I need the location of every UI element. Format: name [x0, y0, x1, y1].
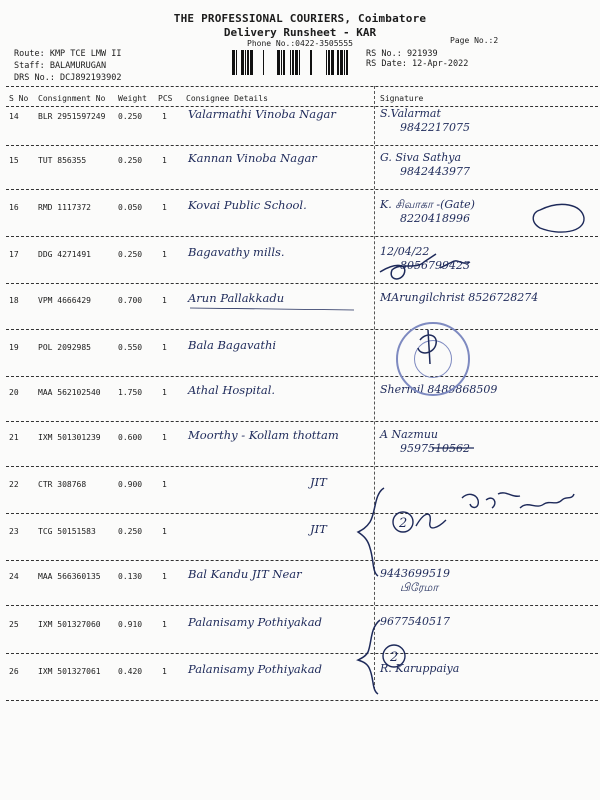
page-number: Page No.:2 — [450, 36, 499, 45]
barcode-bar — [295, 50, 298, 75]
row-consignee-details: Bal Kandu JIT Near — [188, 567, 302, 581]
col-pcs: PCS — [158, 94, 173, 103]
row-sno: 22 — [9, 480, 19, 489]
table-row — [0, 475, 600, 520]
barcode-bar — [299, 50, 300, 75]
row-sno: 19 — [9, 343, 19, 352]
row-consignment: IXM 501301239 — [38, 433, 101, 442]
barcode-bar — [331, 50, 334, 75]
col-signature: Signature — [380, 94, 424, 103]
row-consignee-details: Valarmathi Vinoba Nagar — [188, 107, 336, 121]
drs-number: DRS No.: DCJ892193902 — [14, 73, 122, 83]
signature-line: 9842443977 — [400, 165, 470, 178]
barcode-bar — [346, 50, 348, 75]
row-weight: 0.130 — [118, 572, 143, 581]
barcode-bar — [290, 50, 291, 75]
table-row — [0, 338, 600, 383]
row-pcs: 1 — [162, 433, 167, 442]
signature-line: Shermil 8489868509 — [380, 383, 498, 396]
row-consignee-details: Kovai Public School. — [188, 198, 307, 212]
row-divider — [6, 376, 598, 377]
row-divider — [6, 700, 598, 701]
col-details: Consignee Details — [186, 94, 268, 103]
row-consignment: POL 2092985 — [38, 343, 91, 352]
table-row — [0, 567, 600, 612]
row-pcs: 1 — [162, 388, 167, 397]
sheet-title: Delivery Runsheet - KAR — [223, 26, 377, 39]
row-divider — [6, 653, 598, 654]
table-row — [0, 151, 600, 196]
barcode-bar — [328, 50, 330, 75]
row-sno: 24 — [9, 572, 19, 581]
barcode-bar — [236, 50, 237, 75]
barcode-bar — [241, 50, 244, 75]
signature-line: 9597510562 — [400, 442, 470, 455]
rs-date: RS Date: 12-Apr-2022 — [366, 59, 469, 69]
row-pcs: 1 — [162, 296, 167, 305]
barcode-bar — [250, 50, 253, 75]
row-consignee-details: JIT — [310, 522, 327, 536]
barcode-bar — [344, 50, 345, 75]
signature-line: 9677540517 — [380, 615, 450, 628]
barcode-bar — [340, 50, 343, 75]
barcode-bar — [310, 50, 312, 75]
row-consignee-details: Bala Bagavathi — [188, 338, 277, 352]
table-row — [0, 291, 600, 336]
barcode-bar — [281, 50, 282, 75]
row-weight: 0.420 — [118, 667, 143, 676]
table-row — [0, 615, 600, 660]
barcode-bar — [263, 50, 264, 75]
row-divider — [6, 236, 598, 237]
signature-line: பிரேமா — [400, 581, 439, 594]
row-weight: 0.250 — [118, 112, 143, 121]
row-sno: 18 — [9, 296, 19, 305]
row-consignee-details: Arun Pallakkadu — [188, 291, 285, 305]
row-consignee-details: Palanisamy Pothiyakad — [188, 615, 322, 629]
barcode-bar — [232, 50, 235, 75]
row-weight: 0.700 — [118, 296, 143, 305]
row-divider — [6, 605, 598, 606]
row-signature — [380, 151, 595, 179]
row-weight: 0.900 — [118, 480, 143, 489]
route: Route: KMP TCE LMW II — [14, 49, 122, 59]
row-consignment: MAA 566360135 — [38, 572, 101, 581]
row-pcs: 1 — [162, 527, 167, 536]
row-divider — [6, 421, 598, 422]
signature-line: 8056799423 — [400, 259, 470, 272]
column-header-row — [0, 94, 600, 106]
row-pcs: 1 — [162, 343, 167, 352]
signature-line: 8220418996 — [400, 212, 470, 225]
row-pcs: 1 — [162, 112, 167, 121]
row-signature — [380, 291, 595, 305]
barcode-bar — [326, 50, 327, 75]
barcode-bar — [245, 50, 246, 75]
row-consignment: RMD 1117372 — [38, 203, 91, 212]
row-sno: 17 — [9, 250, 19, 259]
signature-line: 9443699519 — [380, 567, 450, 580]
row-consignment: IXM 501327060 — [38, 620, 101, 629]
row-signature — [380, 107, 595, 135]
header-divider-top — [6, 86, 598, 87]
col-consignment: Consignment No — [38, 94, 106, 103]
row-pcs: 1 — [162, 203, 167, 212]
row-weight: 0.250 — [118, 156, 143, 165]
row-consignee-details: JIT — [310, 475, 327, 489]
table-row — [0, 245, 600, 290]
row-sno: 21 — [9, 433, 19, 442]
barcode — [232, 50, 356, 75]
row-pcs: 1 — [162, 572, 167, 581]
row-divider — [6, 145, 598, 146]
row-consignment: TUT 856355 — [38, 156, 87, 165]
table-row — [0, 198, 600, 243]
row-consignee-details: Kannan Vinoba Nagar — [188, 151, 317, 165]
row-divider — [6, 329, 598, 330]
row-sno: 26 — [9, 667, 19, 676]
row-consignment: CTR 308768 — [38, 480, 87, 489]
signature-line: K. சிவாகா -(Gate) — [380, 198, 475, 211]
signature-line: R. Karuppaiya — [380, 662, 460, 675]
row-consignment: DDG 4271491 — [38, 250, 91, 259]
row-signature — [380, 428, 595, 456]
row-divider — [6, 189, 598, 190]
row-weight: 0.910 — [118, 620, 143, 629]
company-name: THE PROFESSIONAL COURIERS, Coimbatore — [173, 12, 427, 25]
row-sno: 16 — [9, 203, 19, 212]
row-divider — [6, 466, 598, 467]
company-stamp — [396, 322, 470, 396]
col-weight: Weight — [118, 94, 147, 103]
row-signature — [380, 198, 595, 226]
row-weight: 0.550 — [118, 343, 143, 352]
staff: Staff: BALAMURUGAN — [14, 61, 107, 71]
row-divider — [6, 513, 598, 514]
row-pcs: 1 — [162, 620, 167, 629]
row-weight: 0.250 — [118, 527, 143, 536]
row-signature — [380, 567, 595, 595]
row-sno: 15 — [9, 156, 19, 165]
row-consignee-details: Moorthy - Kollam thottam — [188, 428, 339, 442]
signature-line: MArungilchrist 8526728274 — [380, 291, 539, 304]
barcode-bar — [283, 50, 285, 75]
row-sno: 23 — [9, 527, 19, 536]
signature-line: S.Valarmat — [380, 107, 441, 120]
row-sno: 20 — [9, 388, 19, 397]
row-signature — [380, 615, 595, 629]
row-signature — [380, 245, 595, 273]
row-consignee-details: Athal Hospital. — [188, 383, 276, 397]
row-consignment: BLR 2951597249 — [38, 112, 106, 121]
group-22-23-count: 2 — [399, 516, 408, 531]
signature-line: 9842217075 — [400, 121, 470, 134]
row-consignment: MAA 562102540 — [38, 388, 101, 397]
barcode-bar — [337, 50, 339, 75]
row-consignment: VPM 4666429 — [38, 296, 91, 305]
table-row — [0, 522, 600, 567]
row-pcs: 1 — [162, 250, 167, 259]
signature-line: 12/04/22 — [380, 245, 430, 258]
phone-number: Phone No.:0422-3505555 — [247, 39, 353, 48]
barcode-bar — [292, 50, 294, 75]
col-sno: S No — [9, 94, 29, 103]
row-consignment: IXM 501327061 — [38, 667, 101, 676]
row-sno: 14 — [9, 112, 19, 121]
row-weight: 0.250 — [118, 250, 143, 259]
table-row — [0, 383, 600, 428]
row-pcs: 1 — [162, 667, 167, 676]
row-weight: 1.750 — [118, 388, 143, 397]
row-weight: 0.050 — [118, 203, 143, 212]
group-25-26-count: 2 — [390, 650, 399, 665]
row-consignment: TCG 50151583 — [38, 527, 96, 536]
row-divider — [6, 283, 598, 284]
row-pcs: 1 — [162, 156, 167, 165]
signature-line: G. Siva Sathya — [380, 151, 462, 164]
row-weight: 0.600 — [118, 433, 143, 442]
row-sno: 25 — [9, 620, 19, 629]
table-row — [0, 107, 600, 152]
rs-number: RS No.: 921939 — [366, 49, 438, 59]
row-divider — [6, 560, 598, 561]
table-row — [0, 428, 600, 473]
row-consignee-details: Palanisamy Pothiyakad — [188, 662, 322, 676]
barcode-bar — [277, 50, 280, 75]
table-row — [0, 662, 600, 707]
barcode-bar — [247, 50, 249, 75]
row-pcs: 1 — [162, 480, 167, 489]
row-signature — [380, 662, 595, 676]
signature-line: A Nazmuu — [380, 428, 439, 441]
row-consignee-details: Bagavathy mills. — [188, 245, 285, 259]
